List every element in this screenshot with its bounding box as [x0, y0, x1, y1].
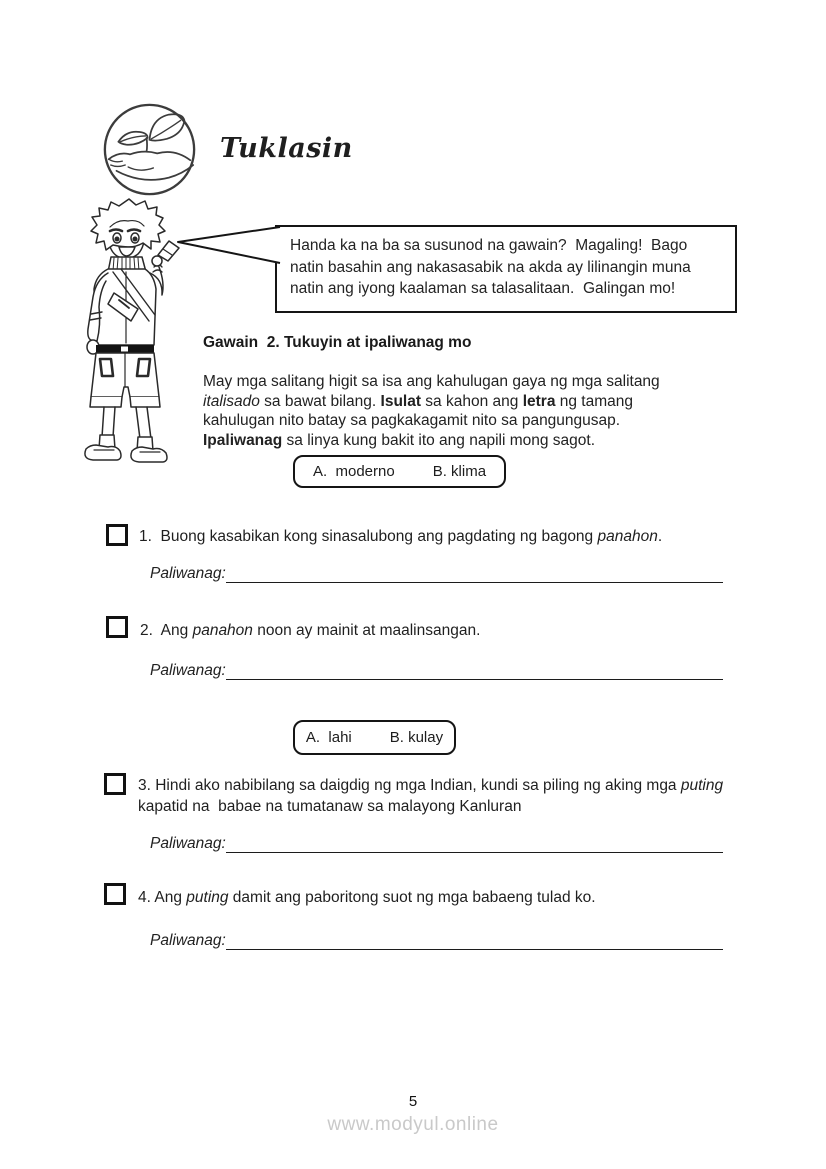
paliwanag-label: Paliwanag:	[150, 835, 226, 852]
watermark: www.modyul.online	[327, 1114, 499, 1135]
question-item-1: 1. Buong kasabikan kong sinasalubong ang pagdating ng bagong panahon.	[139, 528, 663, 545]
answer-box-4[interactable]	[104, 883, 126, 905]
choices-box-2	[293, 720, 456, 755]
instructions-line: kahulugan nito batay sa pagkakagamit nito sa pangungusap.	[203, 412, 621, 429]
paliwanag-label: Paliwanag:	[150, 565, 226, 582]
instructions-line: May mga salitang higit sa isa ang kahulugan gaya ng mga salitang	[203, 373, 660, 390]
paliwanag-row-2	[150, 658, 723, 680]
answer-line-4[interactable]	[226, 927, 723, 950]
instructions-line: Ipaliwanag sa linya kung bakit ito ang napili mong sagot.	[203, 431, 596, 449]
question-item-2: 2. Ang panahon noon ay mainit at maalinsangan.	[140, 622, 481, 639]
paliwanag-row-1	[150, 561, 723, 583]
speech-bubble-tail	[170, 220, 282, 268]
choice-option: B. kulay	[389, 729, 444, 746]
answer-box-3[interactable]	[104, 773, 126, 795]
answer-line-1[interactable]	[226, 560, 723, 583]
instructions-line: italisado sa bawat bilang. Isulat sa kahon ang letra ng tamang	[203, 392, 634, 410]
choice-option: B. klima	[432, 463, 487, 480]
choices-box-1	[293, 455, 506, 488]
answer-box-2[interactable]	[106, 616, 128, 638]
hand-with-sprout-icon	[101, 101, 198, 198]
answer-box-1[interactable]	[106, 524, 128, 546]
paliwanag-row-3	[150, 831, 723, 853]
answer-line-3[interactable]	[226, 830, 723, 853]
choice-option: A. moderno	[312, 463, 395, 480]
paliwanag-label: Paliwanag:	[150, 662, 226, 679]
answer-line-2[interactable]	[226, 657, 723, 680]
speech-bubble-text: Handa ka na ba sa susunod na gawain? Magaling! Bago natin basahin ang nakasasabik na akda ay lilinangin muna natin ang iyong kaalaman sa talasalitaan. Galingan mo!	[290, 237, 696, 297]
choice-option: A. lahi	[305, 729, 352, 746]
page-number: 5	[408, 1093, 418, 1110]
question-item-4: 4. Ang puting damit ang paboritong suot ng mga babaeng tulad ko.	[138, 889, 596, 906]
speech-bubble	[275, 225, 737, 313]
activity-instructions	[203, 372, 748, 450]
activity-heading: Gawain 2. Tukuyin at ipaliwanag mo	[203, 334, 472, 351]
paliwanag-label: Paliwanag:	[150, 932, 226, 949]
page-title: Tuklasin	[220, 133, 353, 164]
paliwanag-row-4	[150, 928, 723, 950]
question-item-3: 3. Hindi ako nabibilang sa daigdig ng mga Indian, kundi sa piling ng aking mga puting kapatid na babae na tumatanaw sa malayong Kanluran	[138, 777, 728, 815]
